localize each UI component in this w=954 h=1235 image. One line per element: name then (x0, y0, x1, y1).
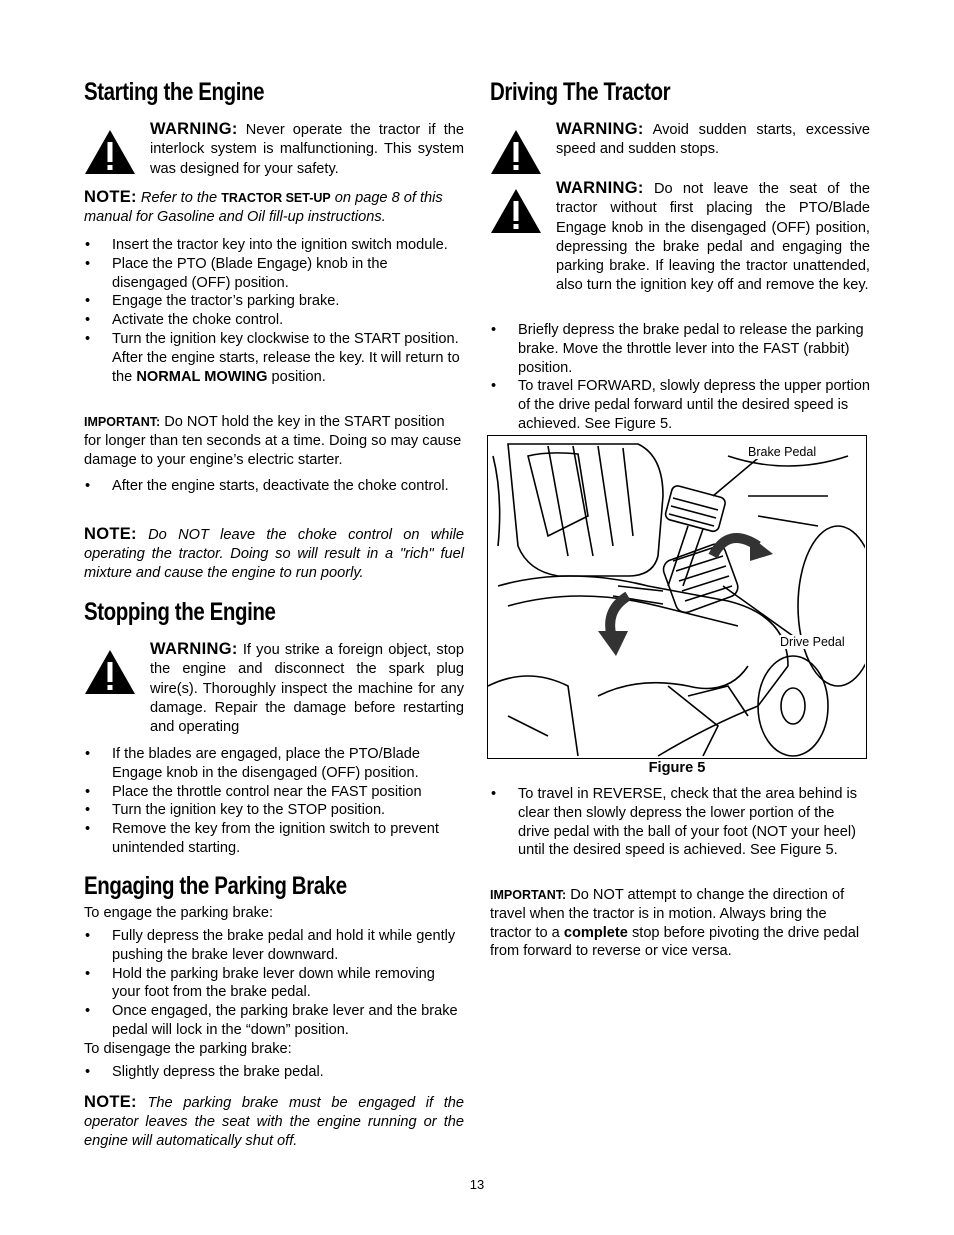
list-item: • After the engine starts, deactivate the choke control. (84, 477, 464, 496)
list-item: • Remove the key from the ignition switch to prevent unintended starting. (84, 820, 464, 858)
list-item: • Turn the ignition key to the STOP position. (84, 801, 464, 820)
list-item: • Place the PTO (Blade Engage) knob in the disengaged (OFF) position. (84, 255, 464, 293)
note-post: on page 8 of this manual for Gasoline and Oil fill-up instructions. (84, 190, 443, 225)
important-label: IMPORTANT: (84, 415, 161, 429)
warning-interlock (84, 120, 464, 180)
list-item: • Slightly depress the brake pedal. (84, 1063, 464, 1082)
warning-label: WARNING: (150, 120, 238, 138)
start-bullets (84, 236, 464, 386)
warning-triangle-icon (490, 128, 542, 176)
note-label: NOTE: (84, 188, 137, 206)
disengage-bullets (84, 1063, 464, 1082)
bullet5-bold: NORMAL MOWING (136, 368, 268, 385)
reverse-bullets (490, 785, 870, 860)
warning-triangle-icon (84, 128, 136, 176)
heading-parking-brake: Engaging the Parking Brake (84, 872, 347, 900)
list-item: • Once engaged, the parking brake lever and the brake pedal will lock in the “down” position. (84, 1002, 464, 1040)
note-label: NOTE: (84, 525, 137, 543)
important-body: Do NOT hold the key in the START position for longer than ten seconds at a time. Doing so may cause damage to your engine’s electric starter. (84, 414, 462, 468)
list-item: • Engage the tractor’s parking brake. (84, 292, 464, 311)
warning-label: WARNING: (556, 120, 644, 138)
stop-bullets (84, 745, 464, 858)
important-pre: Do NOT attempt to change the direction of travel when the tractor is in motion. Always bring the tractor to a (490, 887, 845, 941)
parking-bullets (84, 927, 464, 1040)
list-item: • If the blades are engaged, place the PTO/Blade Engage knob in the disengaged (OFF) position. (84, 745, 464, 783)
heading-starting-engine: Starting the Engine (84, 78, 265, 106)
important-bold: complete (563, 924, 628, 941)
warning-label: WARNING: (556, 179, 644, 197)
figure-caption: Figure 5 (648, 760, 706, 776)
heading-driving-tractor: Driving The Tractor (490, 78, 671, 106)
list-item: • Insert the tractor key into the ignition switch module. (84, 236, 464, 255)
list-item: • Briefly depress the brake pedal to release the parking brake. Move the throttle lever into the FAST (rabbit) position. (490, 321, 870, 377)
warning-text (556, 120, 870, 160)
choke-bullet (84, 477, 464, 496)
note-parking (84, 1093, 464, 1150)
label-brake-pedal: Brake Pedal (748, 445, 817, 459)
figure-5-illustration (487, 435, 867, 759)
important-starter (84, 413, 464, 469)
note-body: The parking brake must be engaged if the operator leaves the seat with the engine running or the engine will automatically shut off. (84, 1095, 464, 1149)
bullet5-pre: Turn the ignition key clockwise to the START position. After the engine starts, release the key. It will return to the (112, 330, 460, 385)
warning-leave-seat (490, 179, 870, 319)
page-number: 13 (469, 1177, 485, 1192)
warning-body: Do not leave the seat of the tractor without first placing the PTO/Blade Engage knob in the disengaged (OFF) position, depressing the brake pedal and engaging the parking brake. If leaving the tractor unattended, also turn the ignition key off and remove the key. (556, 181, 870, 294)
parking-intro: To engage the parking brake: (84, 905, 274, 921)
list-item: • Fully depress the brake pedal and hold it while gently pushing the brake lever downward. (84, 927, 464, 965)
note-pre: Refer to the (140, 190, 218, 206)
list-item (84, 330, 464, 386)
warning-triangle-icon (490, 187, 542, 235)
note-setup (84, 188, 464, 227)
note-ref: TRACTOR SET-UP (221, 191, 331, 205)
tractor-pedals-drawing (488, 436, 865, 757)
warning-text (150, 640, 464, 737)
warning-sudden-starts (490, 120, 870, 175)
important-post: stop before pivoting the drive pedal from forward to reverse or vice versa. (490, 924, 860, 960)
warning-body: Never operate the tractor if the interlock system is malfunctioning. This system was designed for your safety. (150, 122, 464, 177)
warning-body: Avoid sudden starts, excessive speed and sudden stops. (556, 122, 870, 158)
warning-text (150, 120, 464, 179)
note-choke (84, 525, 464, 582)
note-label: NOTE: (84, 1093, 137, 1111)
important-direction (490, 886, 870, 961)
bullet5-post: position. (271, 368, 326, 385)
warning-triangle-icon (84, 648, 136, 696)
label-drive-pedal: Drive Pedal (780, 635, 845, 649)
list-item: • Hold the parking brake lever down while removing your foot from the brake pedal. (84, 965, 464, 1003)
warning-label: WARNING: (150, 640, 238, 658)
heading-stopping-engine: Stopping the Engine (84, 598, 276, 626)
list-item: • To travel FORWARD, slowly depress the upper portion of the drive pedal forward until the desired speed is achieved. See Figure 5. (490, 377, 870, 433)
list-item: • Place the throttle control near the FAST position (84, 783, 464, 802)
list-item: • To travel in REVERSE, check that the area behind is clear then slowly depress the lower portion of the drive pedal with the ball of your foot (NOT your heel) until the desired speed is achieved. See Figure 5. (490, 785, 870, 860)
drive-bullets (490, 321, 870, 434)
warning-text (556, 179, 870, 296)
warning-foreign-object (84, 640, 464, 740)
list-item: • Activate the choke control. (84, 311, 464, 330)
disengage-intro: To disengage the parking brake: (84, 1041, 292, 1057)
note-body: Do NOT leave the choke control on while operating the tractor. Doing so will result in a "rich" fuel mixture and cause the engine to run poorly. (84, 527, 464, 581)
warning-body: If you strike a foreign object, stop the engine and disconnect the spark plug wire(s). Thoroughly inspect the machine for any damage. Repair the damage before restarting and operating (150, 642, 464, 736)
important-label: IMPORTANT: (490, 888, 567, 902)
